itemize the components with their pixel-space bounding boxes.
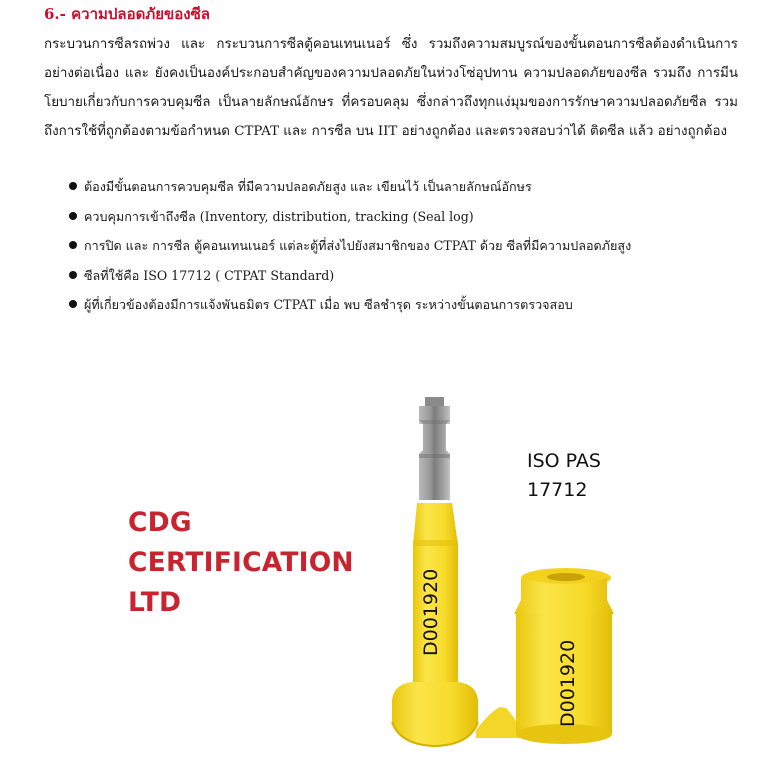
seal-tab	[476, 707, 520, 738]
bolt-serial: D001920	[420, 568, 442, 656]
bolt-pin	[419, 397, 450, 500]
company-name-line: CDG	[128, 507, 192, 538]
list-item: ควบคุมการเข้าถึงซีล (Inventory, distribution, tracking (Seal log)	[68, 202, 748, 232]
iso-standard-line: ISO PAS	[527, 450, 601, 472]
list-item: ซีลที่ใช้คือ ISO 17712 ( CTPAT Standard)	[68, 261, 748, 291]
company-name-line: CERTIFICATION	[128, 547, 354, 578]
list-item: ต้องมีขั้นตอนการควบคุมซีล ที่มีความปลอดภัยสูง และ เขียนไว้ เป็นลายลักษณ์อักษร	[68, 172, 748, 202]
section-heading: 6.- ความปลอดภัยของซีล	[44, 5, 210, 23]
iso-standard-line: 17712	[527, 479, 588, 501]
barrel-serial: D001920	[557, 639, 579, 727]
list-item: การปิด และ การซีล ตู้คอนเทนเนอร์ แต่ละตู้ที่ส่งไปยังสมาชิกของ CTPAT ด้วย ซีลที่มีความปลอดภัยสูง	[68, 231, 748, 261]
list-item: ผู้ที่เกี่ยวข้องต้องมีการแจ้งพันธมิตร CTPAT เมื่อ พบ ซีลชำรุด ระหว่างขั้นตอนการตรวจสอบ	[68, 290, 748, 320]
section-paragraph: กระบวนการซีลรถพ่วง และ กระบวนการซีลตู้คอนเทนเนอร์ ซึ่ง รวมถึงความสมบูรณ์ของขั้นตอนการซีลต้องดำเนินการอย่างต่อเนื่อง และ ยังคงเป็นองค์ประกอบสำคัญของความปลอดภัยในห่วงโซ่อุปทาน ความปลอดภัยของซีล รวมถึง การมีนโยบายเกี่ยวกับการควบคุมซีล เป็นลายลักษณ์อักษร ที่ครอบคลุม ซึ่งกล่าวถึงทุกแง่มุมของการรักษาความปลอดภัยซีล รวมถึงการใช้ที่ถูกต้องตามข้อกำหนด CTPAT และ การซีล บน IIT อย่างถูกต้อง และตรวจสอบว่าได้ ติดซีล แล้ว อย่างถูกต้อง	[44, 37, 738, 139]
company-name-line: LTD	[128, 587, 182, 618]
